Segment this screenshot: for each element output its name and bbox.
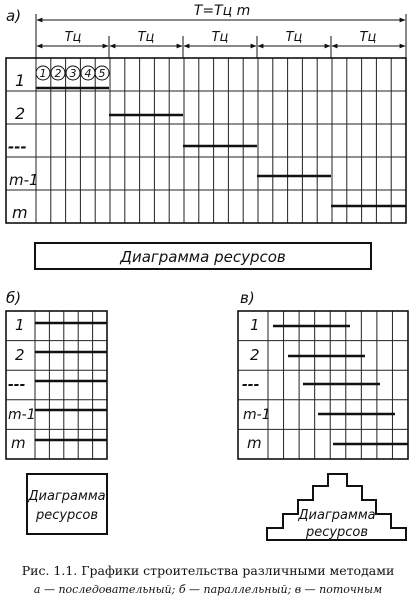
row-label: m-1: [9, 171, 39, 189]
row-label: 2: [15, 104, 26, 123]
panel-c-work-bars: [273, 326, 408, 444]
row-label: m: [11, 434, 26, 452]
row-label: 2: [15, 346, 25, 364]
row-label: ---: [8, 138, 27, 156]
row-label: ---: [242, 377, 260, 393]
panel-b-label: б): [6, 289, 22, 307]
caption-line1: Рис. 1.1. Графики строительства различными методами: [21, 563, 395, 578]
operation-number: 3: [69, 67, 77, 80]
cycle-dimensions: [37, 30, 405, 58]
cycle-label: Tц: [211, 30, 229, 45]
operation-number: 1: [39, 67, 47, 80]
row-label: 2: [250, 346, 260, 364]
panel-a-label: а): [6, 7, 22, 25]
panel-c-resource-label-line2: ресурсов: [305, 525, 369, 540]
operation-number: 4: [84, 67, 92, 80]
panel-a-resource-label: Диаграмма ресурсов: [120, 248, 286, 266]
operation-number: 5: [98, 67, 106, 80]
panel-a-work-bars: [36, 88, 406, 206]
cycle-label: Tц: [64, 30, 82, 45]
row-label: m: [12, 203, 28, 222]
panel-c-resource-label-line1: Диаграмма: [298, 508, 376, 523]
caption-line2: а — последовательный; б — параллельный; в — поточным: [33, 583, 383, 596]
panel-a-grid: [6, 58, 406, 223]
row-label: 1: [15, 71, 26, 90]
row-label: ---: [8, 377, 26, 393]
row-label: m-1: [243, 407, 271, 423]
row-label: 1: [250, 316, 260, 334]
panel-b-resource-label-line1: Диаграмма: [28, 489, 106, 504]
cycle-label: Tц: [359, 30, 377, 45]
cycle-label: Tц: [285, 30, 303, 45]
total-duration-label: T=Tц m: [193, 3, 251, 19]
panel-b-resource-label-line2: ресурсов: [35, 508, 99, 523]
cycle-label: Tц: [137, 30, 155, 45]
operation-number: 2: [54, 67, 62, 80]
panel-b-resource-diagram: [27, 474, 107, 534]
row-label: m: [247, 434, 262, 452]
panel-c-label: в): [240, 289, 255, 307]
row-label: m-1: [8, 407, 36, 423]
row-label: 1: [15, 316, 25, 334]
operation-numbers: [36, 66, 109, 80]
